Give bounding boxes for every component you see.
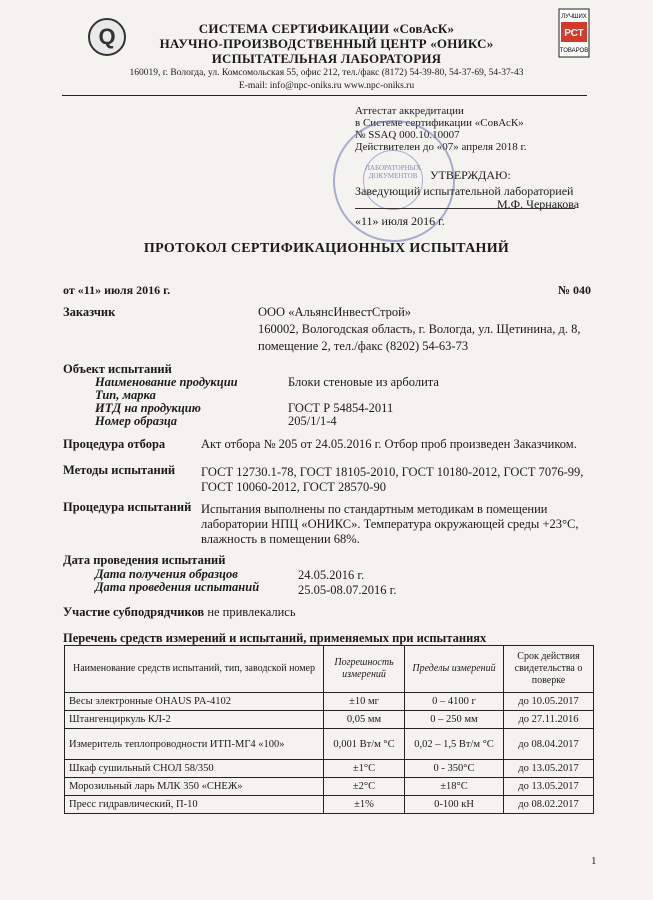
equipment-heading: Перечень средств измерений и испытаний, применяемых при испытаниях <box>63 631 487 645</box>
procedure-line-1: Испытания выполнены по стандартным методикам в помещении <box>201 502 548 516</box>
col-error: Погрешность измерений <box>324 646 405 693</box>
cell-validity: до 08.02.2017 <box>504 796 594 814</box>
customer-name: ООО «АльянсИнвестСтрой» <box>258 305 412 319</box>
procedure-line-2: лаборатории НПЦ «ОНИКС». Температура окружающей среды +23°С, <box>201 517 579 531</box>
accreditation-number: № SSAQ 000.10.10007 <box>355 129 460 141</box>
tested-label: Дата проведения испытаний <box>95 580 260 594</box>
cell-error: 0,05 мм <box>324 711 405 729</box>
header-lab-name: ИСПЫТАТЕЛЬНАЯ ЛАБОРАТОРИЯ <box>211 51 442 66</box>
col-validity: Срок действия свидетельства о поверке <box>504 646 594 693</box>
object-label: Объект испытаний <box>63 362 172 376</box>
table-row <box>65 796 594 814</box>
protocol-date: от «11» июля 2016 г. <box>63 283 171 297</box>
cell-validity: до 27.11.2016 <box>504 711 594 729</box>
cell-name: Измеритель теплопроводности ИТП-МГ4 «100» <box>65 729 324 760</box>
header-divider <box>62 95 587 96</box>
dates-label: Дата проведения испытаний <box>63 553 226 567</box>
sampling-value: Акт отбора № 205 от 24.05.2016 г. Отбор проб произведен Заказчиком. <box>201 437 577 451</box>
cell-error: ±1°С <box>324 760 405 778</box>
itd-label: ИТД на продукцию <box>95 401 201 415</box>
subcontractors-row <box>63 605 296 620</box>
table-row <box>65 760 594 778</box>
cell-error: ±10 мг <box>324 693 405 711</box>
table-row <box>65 778 594 796</box>
procedure-label: Процедура испытаний <box>63 500 192 514</box>
col-name: Наименование средств испытаний, тип, заводской номер <box>65 646 324 693</box>
sample-label: Номер образца <box>95 414 178 428</box>
approval-head: Заведующий испытательной лабораторией <box>355 184 574 198</box>
sampling-label: Процедура отбора <box>63 437 166 451</box>
cell-error: ±2°С <box>324 778 405 796</box>
table-header-row <box>65 646 594 693</box>
logo-mid-text: РСТ <box>564 28 584 39</box>
protocol-number: № 040 <box>558 283 592 297</box>
approval-date: «11» июля 2016 г. <box>355 214 445 228</box>
cell-name: Штангенциркуль КЛ-2 <box>65 711 324 729</box>
customer-label: Заказчик <box>63 305 116 319</box>
cell-limits: 0 – 4100 г <box>405 693 504 711</box>
cell-name: Пресс гидравлический, П-10 <box>65 796 324 814</box>
methods-line-1: ГОСТ 12730.1-78, ГОСТ 18105-2010, ГОСТ 10180-2012, ГОСТ 7076-99, <box>201 465 584 479</box>
customer-contacts: помещение 2, тел./факс (8202) 54-63-73 <box>258 339 469 353</box>
logo-top-text: ЛУЧШИХ <box>561 14 587 20</box>
cell-validity: до 13.05.2017 <box>504 778 594 796</box>
stamp-text: ЛАБОРАТОРНЫХ ДОКУМЕНТОВ <box>365 164 421 180</box>
received-label: Дата получения образцов <box>95 567 238 581</box>
product-value: Блоки стеновые из арболита <box>288 375 439 389</box>
cell-error: ±1% <box>324 796 405 814</box>
cell-limits: 0 – 250 мм <box>405 711 504 729</box>
accreditation-validity: Действителен до «07» апреля 2018 г. <box>355 141 527 153</box>
cell-error: 0,001 Вт/м °С <box>324 729 405 760</box>
equipment-table <box>64 645 594 814</box>
approval-title: УТВЕРЖДАЮ: <box>430 168 511 182</box>
itd-value: ГОСТ Р 54854-2011 <box>288 401 394 415</box>
methods-label: Методы испытаний <box>63 463 176 477</box>
cell-validity: до 10.05.2017 <box>504 693 594 711</box>
header-system-name: СИСТЕМА СЕРТИФИКАЦИИ «СовАсК» <box>198 21 455 36</box>
customer-address: 160002, Вологодская область, г. Вологда, ул. Щетинина, д. 8, <box>258 322 581 336</box>
sample-value: 205/1/1-4 <box>288 414 337 428</box>
received-value: 24.05.2016 г. <box>298 568 365 582</box>
tested-value: 25.05-08.07.2016 г. <box>298 583 397 597</box>
protocol-title: ПРОТОКОЛ СЕРТИФИКАЦИОННЫХ ИСПЫТАНИЙ <box>143 241 510 256</box>
table-row <box>65 693 594 711</box>
cell-limits: 0,02 – 1,5 Вт/м °С <box>405 729 504 760</box>
approval-name: М.Ф. Чернакова <box>497 197 580 211</box>
table-row <box>65 711 594 729</box>
cell-name: Шкаф сушильный СНОЛ 58/350 <box>65 760 324 778</box>
accreditation-line-1: Аттестат аккредитации <box>355 105 464 117</box>
cell-name: Весы электронные OHAUS PA-4102 <box>65 693 324 711</box>
cell-limits: 0-100 кН <box>405 796 504 814</box>
subcontractors-label: Участие субподрядчиков <box>63 605 205 619</box>
cell-limits: 0 - 350°С <box>405 760 504 778</box>
cell-validity: до 08.04.2017 <box>504 729 594 760</box>
page-number: 1 <box>591 855 597 867</box>
methods-line-2: ГОСТ 10060-2012, ГОСТ 28570-90 <box>201 480 386 494</box>
header-contacts: E-mail: info@npc-oniks.ru www.npc-oniks.ru <box>238 81 415 91</box>
cell-validity: до 13.05.2017 <box>504 760 594 778</box>
product-label: Наименование продукции <box>95 375 238 389</box>
subcontractors-value: не привлекались <box>207 605 296 619</box>
table-row <box>65 729 594 760</box>
cell-limits: ±18°С <box>405 778 504 796</box>
logo-letter: Q <box>98 24 116 49</box>
logo-bottom-text: ТОВАРОВ <box>559 48 589 54</box>
procedure-line-3: влажность в помещении 68%. <box>201 532 360 546</box>
type-label: Тип, марка <box>95 388 156 402</box>
cell-name: Морозильный ларь МЛК 350 «СНЕЖ» <box>65 778 324 796</box>
header-address: 160019, г. Вологда, ул. Комсомольская 55, офис 212, тел./факс (8172) 54-39-80, 54-37-69, 54-37-43 <box>129 68 524 78</box>
accreditation-line-2: в Системе сертификации «СовАсК» <box>355 117 524 129</box>
col-limits: Пределы измерений <box>405 646 504 693</box>
header-center-name: НАУЧНО-ПРОИЗВОДСТВЕННЫЙ ЦЕНТР «ОНИКС» <box>159 36 494 51</box>
